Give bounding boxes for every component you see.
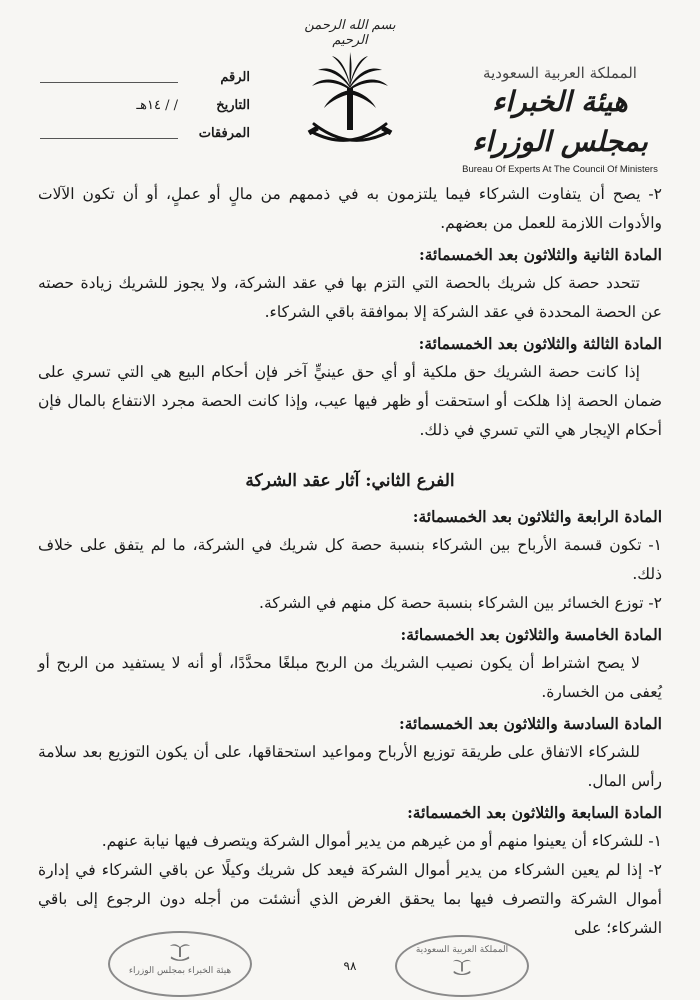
- ref-date-label: التاريخ: [216, 98, 250, 113]
- ref-number-row: [40, 70, 250, 98]
- basmala: بسم الله الرحمن الرحيم: [304, 18, 396, 48]
- ref-attachments-row: [40, 126, 250, 154]
- ref-date-row: [40, 98, 250, 126]
- article-title: المادة الثالثة والثلاثون بعد الخمسمائة:: [418, 334, 662, 353]
- page-footer: [0, 925, 700, 1000]
- page-number: ٩٨: [343, 959, 357, 973]
- article-title: المادة السادسة والثلاثون بعد الخمسمائة:: [398, 714, 662, 733]
- org-name-ar: هيئة الخبراء بمجلس الوزراء: [472, 85, 648, 158]
- official-stamp: [395, 935, 529, 997]
- stamp-emblem-icon: [168, 939, 192, 963]
- list-item: ١- تكون قسمة الأرباح بين الشركاء بنسبة حصة كل شريك في الشركة، ما لم يتفق على خلاف ذلك.: [38, 536, 662, 583]
- ref-number-label: الرقم: [220, 70, 250, 85]
- list-item: ٢- إذا لم يعين الشركاء من يدير أموال الشركة فيعد كل شريك وكيلًا عن باقي الشركاء في إدارة أموال الشركة والتصرف فيها بما يحقق الغرض الذي أنشئت من أجله دون الرجوع إلى باقي الشركاء؛ على: [38, 861, 662, 937]
- ref-number-line: [40, 82, 178, 83]
- list-item: ١- للشركاء أن يعينوا منهم أو من غيرهم من يدير أموال الشركة ويتصرف فيها نيابة عنهم.: [101, 832, 662, 850]
- article-text: تتحدد حصة كل شريك بالحصة التي التزم بها في عقد الشركة، ولا يجوز للشريك زيادة حصته عن الحصة المحددة في عقد الشركة إلا بموافقة باقي الشركاء.: [38, 274, 662, 321]
- organization-block: [455, 64, 665, 175]
- article-text: للشركاء الاتفاق على طريقة توزيع الأرباح ومواعيد استحقاقها، على أن يكون التوزيع بعد سلامة رأس المال.: [38, 743, 662, 790]
- stamp-text: المملكة العربية السعودية: [415, 945, 509, 955]
- org-name-en: Bureau Of Experts At The Council Of Ministers: [462, 164, 658, 175]
- document-body: [38, 180, 662, 943]
- article-title: المادة الرابعة والثلاثون بعد الخمسمائة:: [412, 507, 662, 526]
- stamp-text: هيئة الخبراء بمجلس الوزراء: [128, 966, 232, 976]
- ref-date-value: / / ١٤هـ: [136, 98, 178, 113]
- org-country: المملكة العربية السعودية: [483, 64, 637, 82]
- paragraph: ٢- يصح أن يتفاوت الشركاء فيما يلتزمون به في ذممهم من مالٍ أو عملٍ، أو أن تكون الآلات والأدوات اللازمة للعمل من بعضهم.: [38, 185, 662, 232]
- palm-and-swords-emblem-icon: [300, 48, 400, 158]
- article-text: إذا كانت حصة الشريك حق ملكية أو أي حق عينيٍّ آخر فإن أحكام البيع هي التي تسري على ضمان الحصة إذا هلكت أو استحقت أو ظهر فيها عيب، وإذا كانت الحصة مجرد الانتفاع بالمال فإن أحكام الإيجار هي التي تسري في ذلك.: [38, 363, 662, 439]
- letterhead: [0, 0, 700, 175]
- stamp-emblem-icon: [451, 955, 473, 977]
- official-stamp: [108, 931, 252, 997]
- section-title: الفرع الثاني: آثار عقد الشركة: [245, 471, 455, 491]
- article-title: المادة السابعة والثلاثون بعد الخمسمائة:: [407, 803, 662, 822]
- article-title: المادة الثانية والثلاثون بعد الخمسمائة:: [419, 245, 662, 264]
- reference-fields: [40, 70, 250, 154]
- ref-attachments-line: [40, 138, 178, 139]
- list-item: ٢- توزع الخسائر بين الشركاء بنسبة حصة كل منهم في الشركة.: [259, 594, 662, 612]
- emblem: [300, 18, 400, 158]
- article-title: المادة الخامسة والثلاثون بعد الخمسمائة:: [400, 625, 662, 644]
- ref-attachments-label: المرفقات: [198, 126, 250, 141]
- article-text: لا يصح اشتراط أن يكون نصيب الشريك من الربح مبلغًا محدَّدًا، أو أنه لا يستفيد من الربح أو يُعفى من الخسارة.: [38, 654, 662, 701]
